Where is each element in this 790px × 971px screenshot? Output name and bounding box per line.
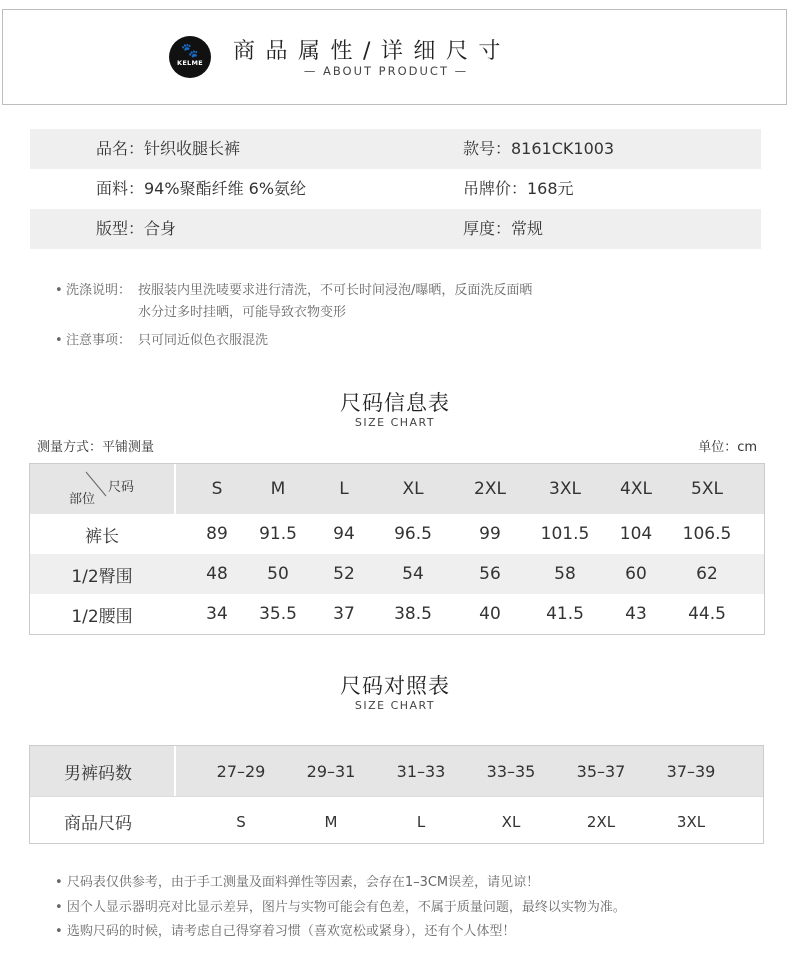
- caution-label: 注意事项：: [66, 333, 132, 348]
- table-cell: 29–31: [306, 761, 356, 781]
- paw-icon: 🐾: [181, 43, 199, 59]
- table-cell: 43: [625, 604, 647, 624]
- corner-cell: [30, 464, 174, 514]
- wash-instructions-cont: 水分过多时挂晒，可能导致衣物变形: [138, 305, 347, 320]
- table-cell: 37: [333, 604, 355, 624]
- size-compare-subtitle: SIZE CHART: [354, 699, 436, 712]
- list-item: [55, 872, 539, 894]
- page-title: 商品属性/详细尺寸: [233, 39, 511, 64]
- size-chart-title: 尺码信息表: [340, 391, 450, 415]
- footer-note-text: 因个人显示器明亮对比显示差异，图片与实物可能会有色差，不属于质量问题，最终以实物为准。: [66, 900, 626, 915]
- size-col-header: M: [270, 479, 286, 499]
- table-cell: 91.5: [259, 524, 297, 544]
- table-cell: 38.5: [394, 604, 432, 624]
- table-row: [30, 797, 763, 846]
- row-label: 裤长: [85, 526, 119, 547]
- table-cell: 35.5: [259, 604, 297, 624]
- table-cell: 50: [267, 564, 289, 584]
- table-row: [30, 514, 764, 554]
- size-col-header: 5XL: [691, 479, 723, 499]
- table-cell: 96.5: [394, 524, 432, 544]
- wash-label: 洗涤说明：: [66, 283, 132, 298]
- row-label: 商品尺码: [64, 814, 132, 834]
- table-cell: M: [324, 812, 338, 831]
- product-attributes-table: [30, 129, 761, 249]
- table-row: [30, 554, 764, 594]
- size-chart-subtitle: SIZE CHART: [354, 416, 436, 429]
- table-cell: L: [416, 812, 426, 831]
- size-col-header: S: [211, 479, 223, 499]
- table-row: [30, 594, 764, 634]
- table-cell: 62: [696, 564, 718, 584]
- attr-product-name: 品名：针织收腿长裤: [96, 139, 241, 158]
- size-col-header: XL: [402, 479, 424, 499]
- table-cell: 101.5: [540, 524, 590, 544]
- size-chart-table: [29, 463, 765, 635]
- table-cell: 99: [479, 524, 501, 544]
- list-item: [55, 897, 626, 919]
- row-label: 1/2腰围: [71, 606, 133, 627]
- table-cell: 94: [333, 524, 355, 544]
- table-cell: 33–35: [486, 761, 536, 781]
- measure-method: 测量方式：平铺测量: [37, 440, 155, 455]
- brand-logo: [169, 36, 211, 78]
- column-divider: [174, 746, 176, 796]
- size-compare-table: [29, 745, 764, 844]
- table-cell: 40: [479, 604, 501, 624]
- table-cell: 104: [619, 524, 653, 544]
- unit-label: 单位：cm: [698, 440, 757, 455]
- table-cell: 37–39: [666, 761, 716, 781]
- row-label: 1/2臀围: [71, 566, 133, 587]
- size-compare-title: 尺码对照表: [340, 674, 450, 698]
- table-cell: 34: [206, 604, 228, 624]
- corner-size-label: 尺码: [108, 480, 135, 495]
- row-label: 男裤码数: [64, 763, 132, 784]
- attr-fabric: 面料：94%聚酯纤维 6%氨纶: [96, 179, 307, 198]
- table-cell: 106.5: [682, 524, 732, 544]
- diagonal-divider: [30, 464, 174, 514]
- column-divider: [174, 464, 176, 514]
- table-cell: 54: [402, 564, 424, 584]
- table-cell: S: [236, 812, 246, 831]
- footer-note-text: 选购尺码的时候，请考虑自己得穿着习惯（喜欢宽松或紧身），还有个人体型！: [66, 924, 516, 939]
- attr-row: [30, 169, 761, 209]
- table-cell: 58: [554, 564, 576, 584]
- table-row: [30, 746, 763, 796]
- table-cell: 56: [479, 564, 501, 584]
- size-col-header: L: [339, 479, 349, 499]
- attr-style-number: 款号：8161CK1003: [463, 139, 615, 158]
- bullet-icon: •: [55, 875, 67, 890]
- table-cell: XL: [501, 812, 521, 831]
- attr-row: [30, 129, 761, 169]
- caution-text: 只可同近似色衣服混洗: [138, 333, 269, 348]
- size-col-header: 3XL: [549, 479, 581, 499]
- attr-tag-price: 吊牌价：168元: [463, 179, 574, 198]
- table-cell: 44.5: [688, 604, 726, 624]
- attr-row: [30, 209, 761, 249]
- logo-wordmark: KELME: [176, 59, 204, 67]
- table-cell: 31–33: [396, 761, 446, 781]
- size-col-header: 4XL: [620, 479, 652, 499]
- page-subtitle: — ABOUT PRODUCT —: [303, 64, 469, 78]
- table-cell: 27–29: [216, 761, 266, 781]
- corner-part-label: 部位: [69, 492, 96, 507]
- table-cell: 48: [206, 564, 228, 584]
- size-header-row: [30, 464, 764, 514]
- footer-note-text: 尺码表仅供参考，由于手工测量及面料弹性等因素，会存在1–3CM误差，请见谅！: [66, 875, 540, 890]
- wash-instructions: 按服装内里洗唛要求进行清洗，不可长时间浸泡/曝晒，反面洗反面晒: [138, 283, 533, 298]
- bullet-icon: •: [55, 900, 67, 915]
- bullet-icon: •: [55, 283, 63, 298]
- table-cell: 60: [625, 564, 647, 584]
- table-cell: 52: [333, 564, 355, 584]
- list-item: [55, 921, 515, 943]
- size-col-header: 2XL: [474, 479, 506, 499]
- attr-thickness: 厚度：常规: [463, 219, 544, 238]
- table-cell: 2XL: [586, 812, 616, 831]
- attr-fit: 版型：合身: [96, 219, 177, 238]
- table-cell: 41.5: [546, 604, 584, 624]
- bullet-icon: •: [55, 924, 67, 939]
- table-cell: 3XL: [676, 812, 706, 831]
- table-cell: 89: [206, 524, 228, 544]
- table-cell: 35–37: [576, 761, 626, 781]
- bullet-icon: •: [55, 333, 63, 348]
